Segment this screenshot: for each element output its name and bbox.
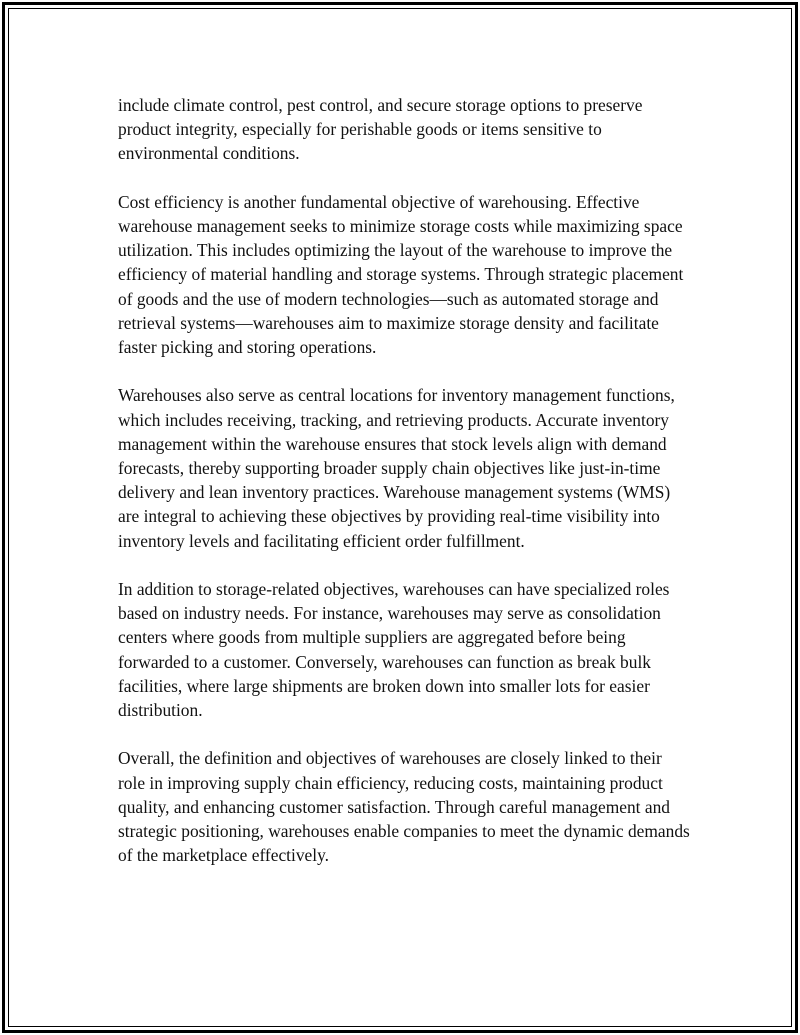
paragraph-conclusion: Overall, the definition and objectives of warehouses are closely linked to their role in improving supply chain efficiency, reducing costs, maintaining product quality, and enhancing customer satisfaction. Through careful management and strategic positioning, warehouses enable companies to meet the dynamic demands of the marketplace effectively. — [118, 748, 690, 866]
paragraph-cost-efficiency: Cost efficiency is another fundamental objective of warehousing. Effective warehouse management seeks to minimize storage costs while maximizing space utilization. This includes optimizing the layout of the warehouse to improve the efficiency of material handling and storage systems. Through strategic placement of goods and the use of modern technologies—such as automated storage and retrieval systems—warehouses aim to maximize storage density and facilitate faster picking and storing operations. — [118, 191, 684, 358]
document-body — [118, 93, 690, 892]
paragraph-specialized-roles: In addition to storage-related objectives, warehouses can have specialized roles based on industry needs. For instance, warehouses may serve as consolidation centers where goods from multiple suppliers are aggregated before being forwarded to a customer. Conversely, warehouses can function as break bulk facilities, where large shipments are broken down into smaller lots for easier distribution. — [118, 579, 670, 721]
paragraph-inventory-management: Warehouses also serve as central locations for inventory management functions, which includes receiving, tracking, and retrieving products. Accurate inventory management within the warehouse ensures that stock levels align with demand forecasts, thereby supporting broader supply chain objectives like just-in-time delivery and lean inventory practices. Warehouse management systems (WMS) are integral to achieving these objectives by providing real-time visibility into inventory levels and facilitating efficient order fulfillment. — [118, 385, 675, 551]
paragraph-storage-conditions: include climate control, pest control, and secure storage options to preserve product integrity, especially for perishable goods or items sensitive to environmental conditions. — [118, 95, 643, 164]
